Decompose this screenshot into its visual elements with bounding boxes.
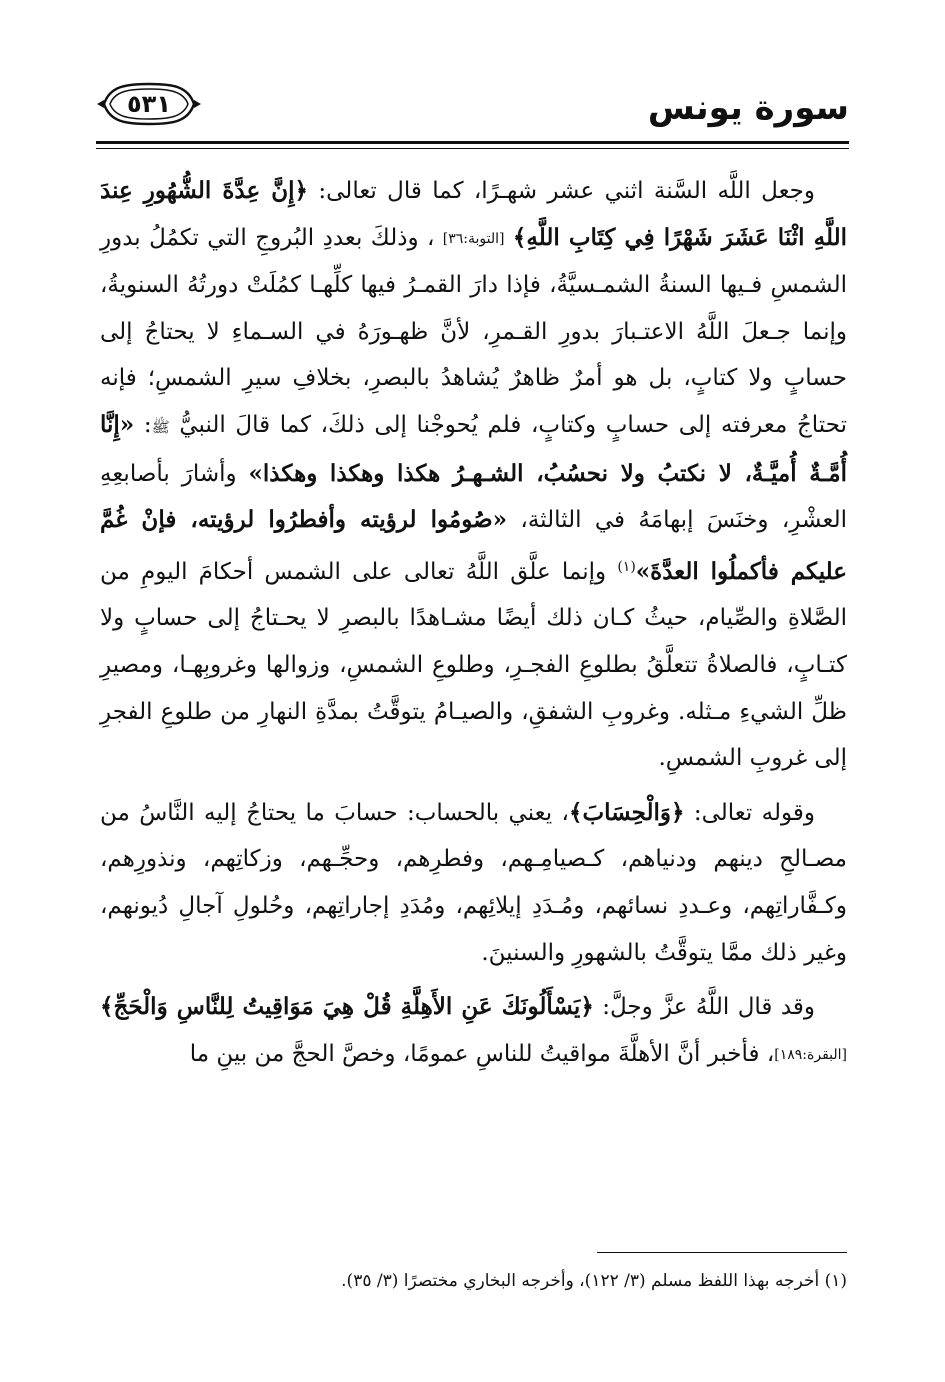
page-number-badge bbox=[96, 82, 202, 126]
paragraph-1 bbox=[100, 168, 847, 782]
page-header bbox=[96, 78, 849, 142]
hadith-quote: «صُومُوا لرؤيته وأفطرُوا لرؤيته، فإنْ غُمَّ عليكم فأكملُوا العدَّةَ» bbox=[100, 506, 847, 585]
quran-quote: ﴿يَسْأَلُونَكَ عَنِ الأَهِلَّةِ قُلْ هِيَ مَوَاقِيتُ لِلنَّاسِ وَالْحَجِّ﴾ bbox=[100, 993, 594, 1021]
verse-reference: [البقرة:١٨٩] bbox=[774, 1046, 847, 1063]
text-run: وقوله تعالى: bbox=[684, 799, 815, 826]
quran-quote: ﴿وَالْحِسَابَ﴾ bbox=[568, 798, 685, 826]
salawat-symbol: ﷺ bbox=[151, 417, 170, 436]
hadith-quote: «إِنَّا أُمَّـةٌ أُميَّـةٌ، لا نكتبُ ولا نحسُبُ، الشـهـرُ هكذا وهكذا وهكذا» bbox=[100, 410, 848, 487]
page-number: ٥٣١ bbox=[127, 90, 171, 118]
header-rule bbox=[96, 141, 849, 144]
text-run: ، فأخبر أنَّ الأهلَّةَ مواقيتُ للناسِ عمومًا، وخصَّ الحجَّ من بينِ ما bbox=[189, 1040, 775, 1067]
text-run: ، يعني بالحساب: حسابَ ما يحتاجُ إليه النَّاسُ من مصـالحِ دينهم ودنياهم، كـصيامِـهم، وفطرِهم، وحجِّـهم، وزكاتِهم، ونذورِهم، وكـفَّاراتِهم، وعـددِ نسائهم، ومُـدَدِ إيلائِهم، ومُدَدِ إجاراتِهم، وحُلولِ آجالِ دُيونهم، وغير ذلك ممَّا يتوقَّتُ بالشهورِ والسنينَ. bbox=[100, 799, 847, 966]
header-rule-thin bbox=[96, 148, 849, 149]
paragraph-3 bbox=[100, 984, 847, 1078]
surah-title: سورة يونس bbox=[647, 88, 849, 128]
text-run: ، وذلكَ بعددِ البُروجِ التي تكمُلُ بدورِ الشمسِ فـيها السنةُ الشمـسيَّةُ، فإذا دارَ القمـرُ فيها كلِّهـا كمُلَتْ دورتُهُ السنويةُ، وإنما جـعلَ اللَّهُ الاعتـبارَ بدورِ القـمرِ، لأنَّ ظهـورَهُ في السـماءِ لا يحتاجُ إلى حسابٍ ولا كتابٍ، بل هو أمرٌ ظاهرٌ يُشاهدُ بالبصرِ، بخلافِ سيرِ الشمسِ؛ فإنه تحتاجُ معرفته إلى حسابٍ وكتابٍ، فلم يُحوجْنا إلى ذلكَ، كما قالَ النبيُّ bbox=[100, 224, 848, 438]
text-run: وقد قال اللَّهُ عزَّ وجلَّ: bbox=[593, 994, 815, 1021]
page-body bbox=[100, 168, 847, 1078]
footnote-marker[interactable]: (١) bbox=[617, 558, 636, 575]
text-run: وجعل اللَّه السَّنة اثني عشر شهـرًا، كما قال تعالى: bbox=[308, 178, 815, 204]
footnote-separator bbox=[597, 1252, 847, 1253]
text-run: وإنما علَّق اللَّهُ تعالى على الشمس أحكامَ اليومِ من الصَّلاةِ والصِّيام، حيثُ كـان ذلك أيضًا مشـاهدًا بالبصرِ لا يحـتاجُ إلى حسابٍ ولا كتـابٍ، فالصلاةُ تتعلَّقُ بطلوعِ الفجـرِ، وطلوعِ الشمسِ، وزوالها وغروبِهـا، ومصيرِ ظلِّ الشيءِ مـثله. وغروبِ الشفقِ، والصيـامُ يتوقَّتُ بمدَّةِ النهارِ من طلوعِ الفجرِ إلى غروبِ الشمسِ. bbox=[100, 558, 847, 772]
paragraph-2 bbox=[100, 790, 847, 976]
footnote: (١) أخرجه بهذا اللفظ مسلم (٣/ ١٢٢)، وأخرجه البخاري مختصرًا (٣/ ٣٥). bbox=[341, 1271, 847, 1291]
text-run: وأشارَ بأصابعِهِ العشْرِ، وخنَسَ إبهامَهُ في الثالثة، bbox=[100, 460, 847, 534]
text-run: : bbox=[134, 411, 152, 438]
quran-quote: ﴿إِنَّ عِدَّةَ الشُّهُورِ عِندَ اللَّهِ اثْنَا عَشَرَ شَهْرًا فِي كِتَابِ اللَّهِ﴾ bbox=[100, 177, 847, 251]
verse-reference: [التوبة:٣٦] bbox=[442, 230, 505, 247]
